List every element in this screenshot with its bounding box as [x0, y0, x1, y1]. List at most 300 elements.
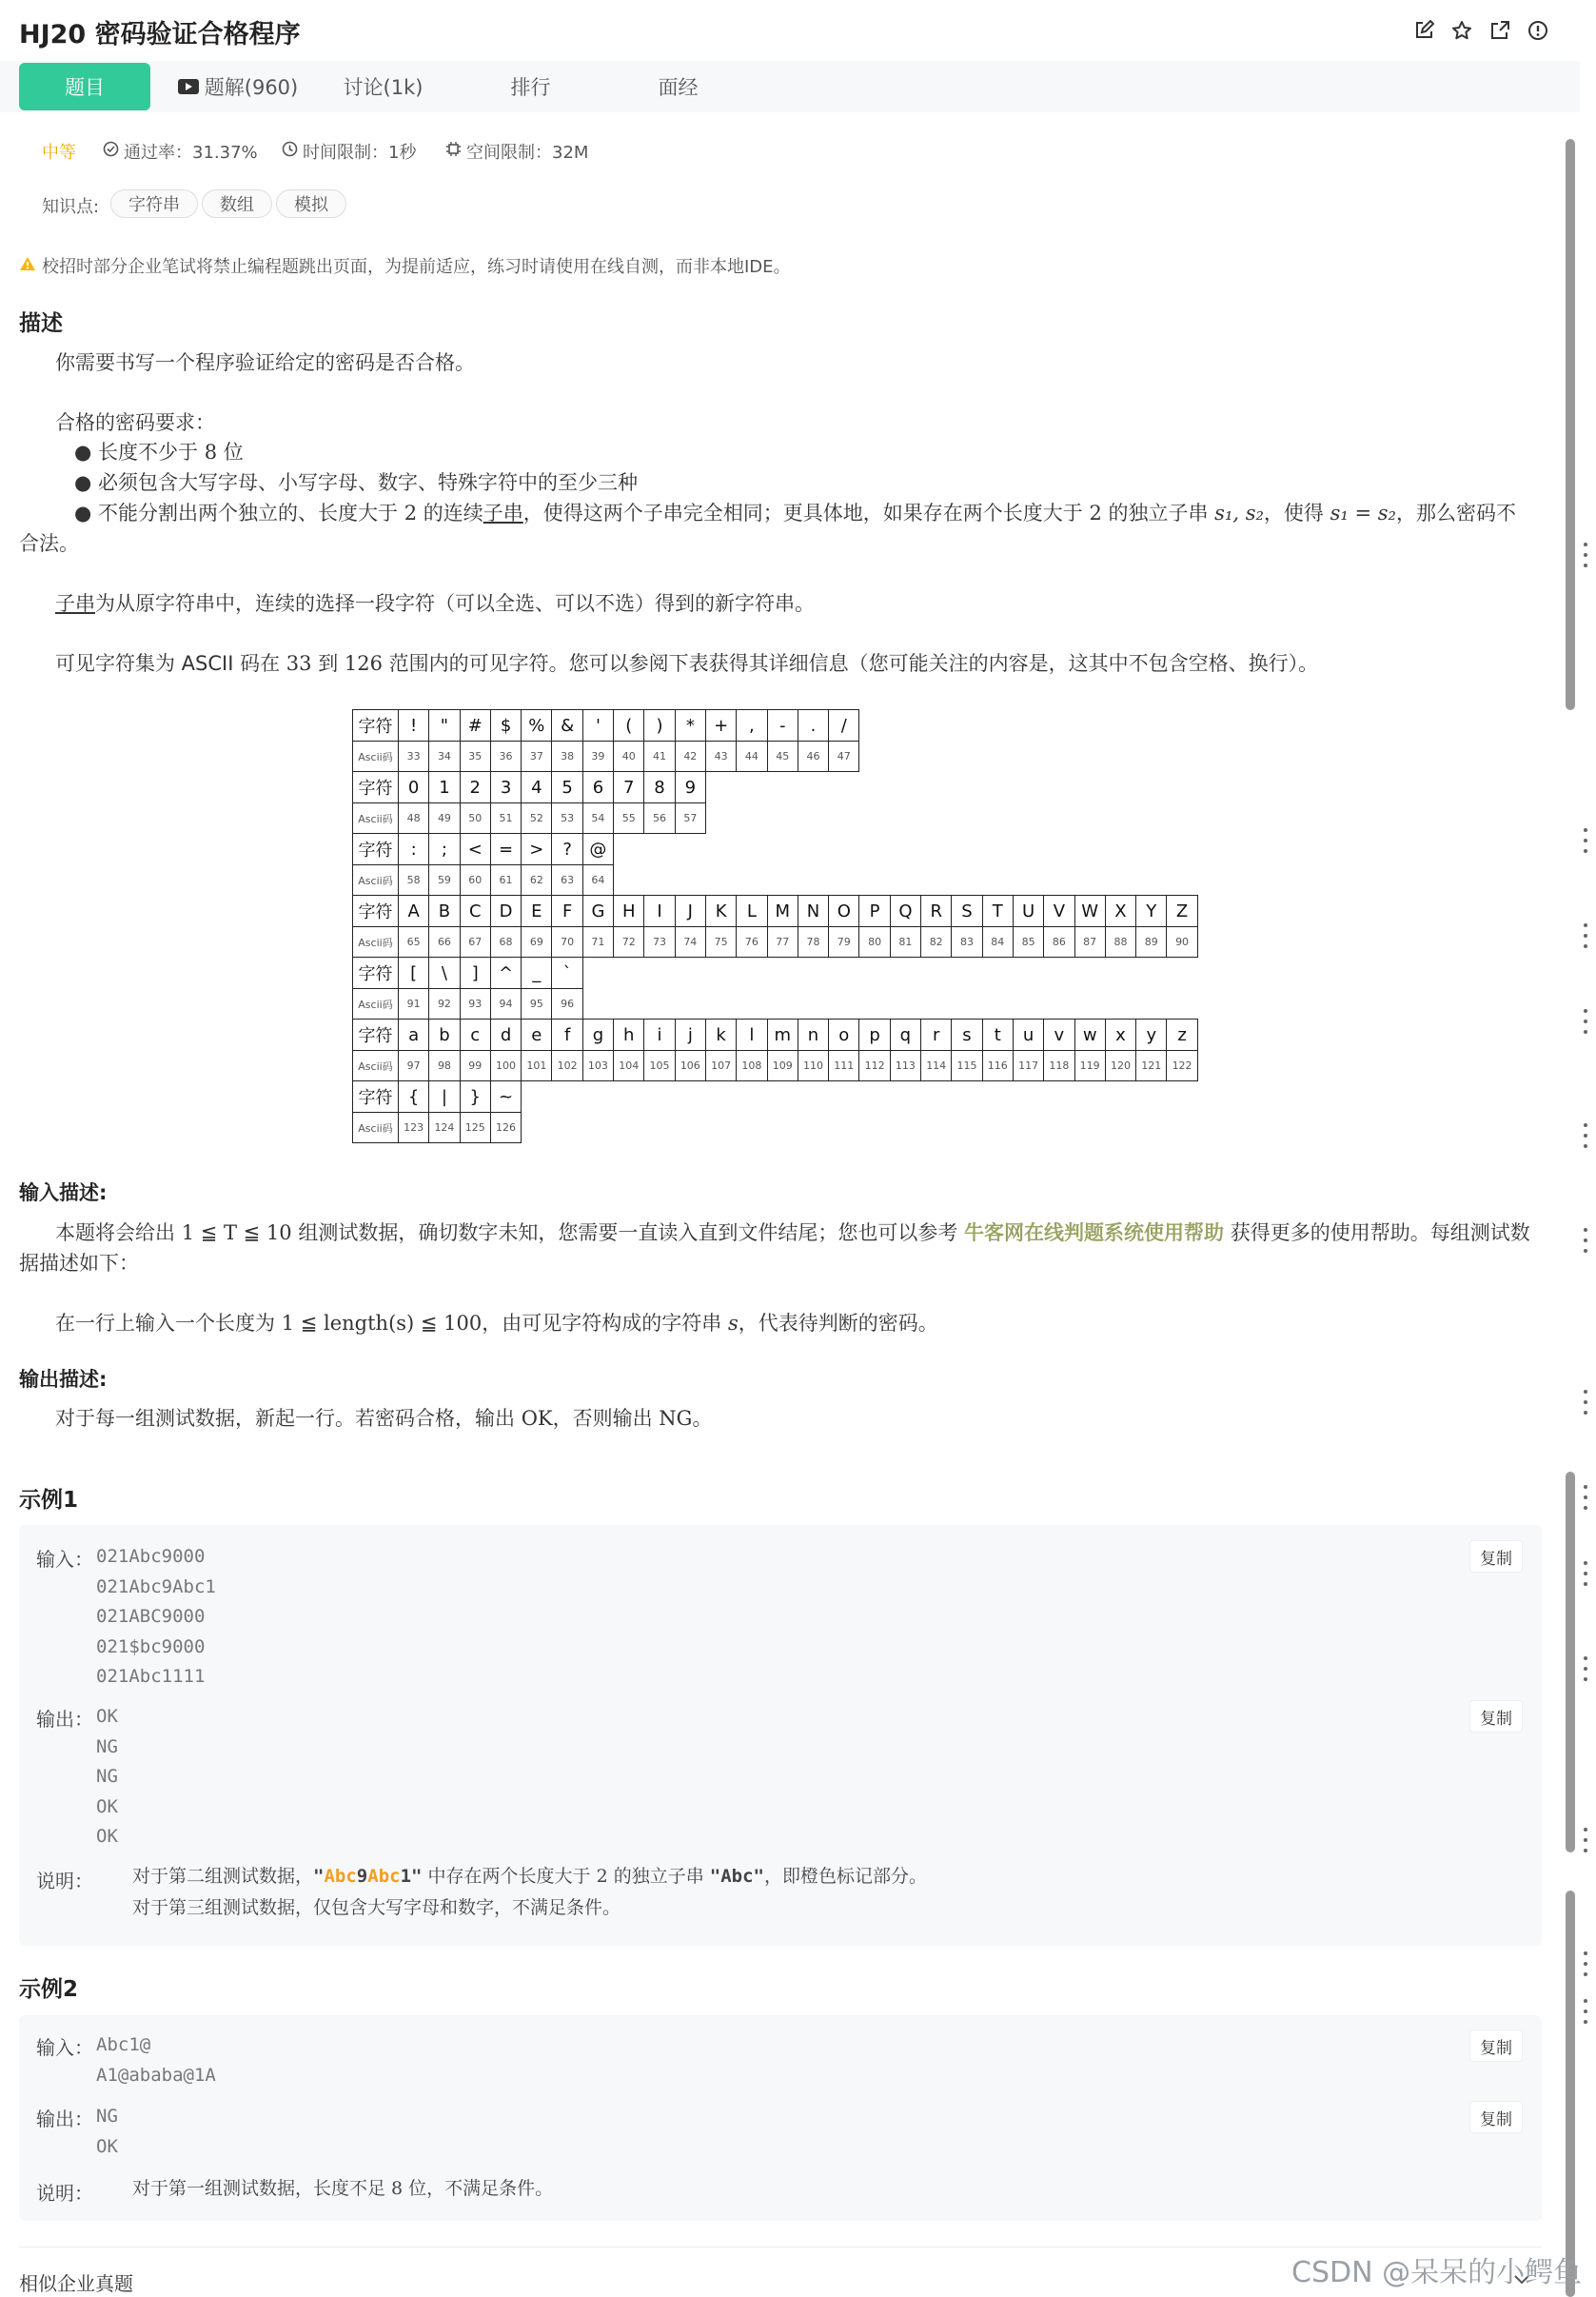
drag-handle-icon[interactable] [1582, 1656, 1589, 1681]
ascii-char: $ [490, 710, 521, 742]
text: ，使得这两个子串完全相同；更具体地，如果存在两个长度大于 [522, 502, 1090, 525]
ascii-code: 42 [675, 742, 705, 772]
empty-cell [859, 958, 890, 989]
ascii-code: 39 [582, 742, 613, 772]
drag-handle-icon[interactable] [1582, 1123, 1589, 1148]
ascii-char: d [490, 1020, 521, 1051]
ascii-char-row [353, 1081, 1198, 1113]
empty-cell [644, 865, 675, 896]
warning-icon [19, 256, 36, 276]
drag-handle-icon[interactable] [1582, 1999, 1589, 2024]
empty-cell [890, 1081, 920, 1113]
requirement-3: ● 不能分割出两个独立的、长度大于 2 的连续子串，使得这两个子串完全相同；更具体地，如果存在两个长度大于 2 的独立子串 s₁, s₂，使得 s₁ = s₂，那么密码不 [74, 502, 1516, 525]
ascii-char: P [859, 896, 890, 927]
text: 对于第一组测试数据，长度不足 [132, 2178, 392, 2199]
ascii-code: 103 [582, 1051, 613, 1081]
ascii-code: 106 [675, 1051, 705, 1081]
ascii-code: 82 [921, 927, 952, 958]
ascii-code: 107 [705, 1051, 736, 1081]
empty-cell [859, 742, 890, 772]
empty-cell [829, 989, 859, 1020]
ascii-code-row [353, 1051, 1198, 1081]
text: 位，不满足条件。 [403, 2178, 554, 2199]
empty-cell [1044, 742, 1074, 772]
empty-cell [859, 1113, 890, 1143]
empty-cell [1105, 865, 1135, 896]
ascii-char: _ [522, 958, 552, 989]
tab-discussion[interactable]: 讨论(1k) [343, 76, 424, 99]
empty-cell [1136, 1113, 1167, 1143]
time-limit-text: 时间限制：1秒 [303, 143, 417, 163]
empty-cell [798, 772, 828, 803]
ascii-code: 56 [644, 803, 675, 834]
empty-cell [675, 1113, 705, 1143]
copy-button[interactable]: 复制 [1469, 1700, 1523, 1733]
example-2-input-label: 输入： [36, 2036, 93, 2059]
ascii-char: L [737, 896, 767, 927]
video-icon [178, 79, 199, 94]
empty-cell [1105, 772, 1135, 803]
empty-cell [614, 989, 644, 1020]
drag-handle-icon[interactable] [1582, 1009, 1589, 1034]
copy-button[interactable]: 复制 [1469, 1540, 1523, 1573]
empty-cell [921, 803, 952, 834]
input-desc-line1 [55, 1218, 1530, 1248]
ascii-char: O [829, 896, 859, 927]
empty-cell [921, 989, 952, 1020]
tab-problem[interactable]: 题目 [19, 63, 150, 110]
char-label: 字符 [353, 772, 399, 803]
empty-cell [798, 958, 828, 989]
empty-cell [859, 710, 890, 742]
empty-cell [982, 1081, 1013, 1113]
drag-handle-icon[interactable] [1582, 1228, 1589, 1253]
empty-cell [921, 742, 952, 772]
example-1-input-label: 输入： [36, 1548, 93, 1571]
text: 在一行上输入一个长度为 [55, 1312, 282, 1335]
empty-cell [890, 958, 920, 989]
drag-handle-icon[interactable] [1582, 1390, 1589, 1415]
empty-cell [767, 834, 798, 865]
ascii-char: [ [399, 958, 429, 989]
empty-cell [1167, 772, 1197, 803]
ascii-char: % [522, 710, 552, 742]
ascii-char: r [921, 1020, 952, 1051]
ascii-char-row [353, 1020, 1198, 1051]
empty-cell [890, 742, 920, 772]
ascii-char: T [982, 896, 1013, 927]
ascii-char: ` [552, 958, 582, 989]
tab-solutions[interactable] [171, 63, 305, 110]
example-2-note-label: 说明： [36, 2182, 93, 2205]
empty-cell [1044, 710, 1074, 742]
ascii-code: 68 [490, 927, 521, 958]
info-icon[interactable] [1525, 17, 1551, 44]
ascii-char: z [1167, 1020, 1197, 1051]
scrollbar-thumb[interactable] [1566, 1472, 1575, 1852]
empty-cell [1105, 742, 1135, 772]
tag-simulation[interactable]: 模拟 [276, 189, 346, 218]
clock-icon [282, 141, 298, 162]
empty-cell [798, 803, 828, 834]
ascii-code: 119 [1074, 1051, 1105, 1081]
warning-text: 校招时部分企业笔试将禁止编程题跳出页面，为提前适应，练习时请使用在线自测，而非本地IDE。 [42, 257, 791, 277]
ascii-code: 77 [767, 927, 798, 958]
ascii-code: 54 [582, 803, 613, 834]
empty-cell [982, 772, 1013, 803]
empty-cell [982, 958, 1013, 989]
empty-cell [705, 989, 736, 1020]
ascii-char: w [1074, 1020, 1105, 1051]
watermark: CSDN @呆呆的小鳄鱼 [1291, 2256, 1583, 2289]
empty-cell [859, 989, 890, 1020]
empty-cell [829, 865, 859, 896]
ascii-char: V [1044, 896, 1074, 927]
empty-cell [1013, 989, 1043, 1020]
empty-cell [1074, 803, 1105, 834]
ascii-char: G [582, 896, 613, 927]
example-2-heading: 示例2 [19, 1977, 79, 2002]
requirement-1: ● 长度不少于 8 位 [74, 441, 244, 464]
ascii-char: B [429, 896, 460, 927]
similar-questions-link[interactable]: 相似企业真题 [19, 2272, 133, 2295]
ascii-char: 6 [582, 772, 613, 803]
ascii-char: " [429, 710, 460, 742]
scrollbar-thumb[interactable] [1566, 1891, 1575, 2297]
ascii-char: s [952, 1020, 982, 1051]
empty-cell [1167, 958, 1197, 989]
empty-cell [767, 803, 798, 834]
ascii-char: Y [1136, 896, 1167, 927]
empty-cell [1013, 958, 1043, 989]
ascii-code: 67 [460, 927, 490, 958]
empty-cell [1136, 1081, 1167, 1113]
empty-cell [1105, 834, 1135, 865]
ascii-code: 121 [1136, 1051, 1167, 1081]
ascii-code-row [353, 1113, 1198, 1143]
empty-cell [798, 1081, 828, 1113]
empty-cell [675, 989, 705, 1020]
ascii-char: 7 [614, 772, 644, 803]
empty-cell [829, 958, 859, 989]
code-label: Ascii码 [353, 927, 399, 958]
ascii-code: 75 [705, 927, 736, 958]
ascii-code: 100 [490, 1051, 521, 1081]
ascii-char: x [1105, 1020, 1135, 1051]
visible-chars-note [55, 648, 1318, 679]
ascii-char: 4 [522, 772, 552, 803]
empty-cell [829, 772, 859, 803]
ascii-code: 88 [1105, 927, 1135, 958]
ascii-char: f [552, 1020, 582, 1051]
ascii-code: 102 [552, 1051, 582, 1081]
empty-cell [675, 1081, 705, 1113]
ascii-code: 117 [1013, 1051, 1043, 1081]
char-label: 字符 [353, 896, 399, 927]
ascii-char-row [353, 958, 1198, 989]
ascii-char: j [675, 1020, 705, 1051]
ascii-code: 84 [982, 927, 1013, 958]
empty-cell [921, 772, 952, 803]
empty-cell [890, 834, 920, 865]
ascii-char: K [705, 896, 736, 927]
empty-cell [1136, 865, 1167, 896]
ascii-char: S [952, 896, 982, 927]
drag-handle-icon[interactable] [1582, 1561, 1589, 1586]
empty-cell [1044, 989, 1074, 1020]
text: ，即橙色标记部分。 [763, 1866, 927, 1887]
ascii-char: W [1074, 896, 1105, 927]
ascii-code: 50 [460, 803, 490, 834]
ascii-char: R [921, 896, 952, 927]
ascii-char: m [767, 1020, 798, 1051]
empty-cell [522, 1081, 552, 1113]
ascii-code: 48 [399, 803, 429, 834]
empty-cell [1167, 710, 1197, 742]
ascii-char: n [798, 1020, 828, 1051]
empty-cell [1074, 772, 1105, 803]
empty-cell [1167, 803, 1197, 834]
ascii-char-row [353, 710, 1198, 742]
quote: " [313, 1866, 325, 1887]
empty-cell [675, 834, 705, 865]
scrollbar-thumb[interactable] [1566, 139, 1575, 710]
ascii-code: 59 [429, 865, 460, 896]
tag-string[interactable]: 字符串 [110, 189, 198, 218]
ascii-char: a [399, 1020, 429, 1051]
share-icon[interactable] [1487, 17, 1513, 44]
ascii-code: 61 [490, 865, 521, 896]
input-desc-heading: 输入描述: [19, 1181, 108, 1204]
ascii-code: 124 [429, 1113, 460, 1143]
empty-cell [982, 803, 1013, 834]
empty-cell [982, 710, 1013, 742]
ascii-char: > [522, 834, 552, 865]
ascii-code: 46 [798, 742, 828, 772]
ascii-char: ] [460, 958, 490, 989]
code-label: Ascii码 [353, 803, 399, 834]
ascii-code: 122 [1167, 1051, 1197, 1081]
math: 33 [286, 652, 312, 675]
empty-cell [982, 834, 1013, 865]
empty-cell [705, 958, 736, 989]
math: 2 [404, 502, 418, 525]
empty-cell [582, 1113, 613, 1143]
empty-cell [890, 865, 920, 896]
tab-ranking[interactable]: 排行 [510, 76, 551, 99]
ascii-char: E [522, 896, 552, 927]
math: 1 ≦ T ≦ 10 [181, 1221, 292, 1244]
drag-handle-icon[interactable] [1582, 543, 1589, 567]
ascii-char: Z [1167, 896, 1197, 927]
star-icon[interactable] [1448, 17, 1475, 44]
empty-cell [1167, 1113, 1197, 1143]
empty-cell [952, 742, 982, 772]
text: 范围内的可见字符。您可以参阅下表获得其详细信息（您可能关注的内容是，这其中不包含空格、换行）。 [382, 652, 1319, 675]
ascii-code: 104 [614, 1051, 644, 1081]
ascii-char: ; [429, 834, 460, 865]
ascii-code-row [353, 989, 1198, 1020]
ascii-code: 113 [890, 1051, 920, 1081]
example-2-box [19, 2015, 1542, 2221]
ascii-code: 105 [644, 1051, 675, 1081]
empty-cell [1136, 989, 1167, 1020]
example-1-input: 021Abc9000 021Abc9Abc1 021ABC9000 021$bc9000 021Abc1111 [96, 1546, 216, 1687]
ascii-char: t [982, 1020, 1013, 1051]
empty-cell [614, 834, 644, 865]
empty-cell [614, 865, 644, 896]
ascii-char: N [798, 896, 828, 927]
text: 的独立子串 [1101, 502, 1215, 525]
ascii-code: 63 [552, 865, 582, 896]
empty-cell [1105, 710, 1135, 742]
ascii-char: Q [890, 896, 920, 927]
ascii-char: ( [614, 710, 644, 742]
empty-cell [798, 1113, 828, 1143]
substring-link[interactable]: 子串 [483, 502, 523, 525]
tag-array[interactable]: 数组 [202, 189, 272, 218]
ascii-char: F [552, 896, 582, 927]
ascii-code: 53 [552, 803, 582, 834]
empty-cell [737, 989, 767, 1020]
pass-rate-text: 通过率：31.37% [124, 143, 258, 163]
ascii-code: 64 [582, 865, 613, 896]
drag-handle-icon[interactable] [1582, 1951, 1589, 1976]
ascii-char: ~ [490, 1081, 521, 1113]
empty-cell [1074, 710, 1105, 742]
drag-handle-icon[interactable] [1582, 1485, 1589, 1510]
ascii-char: g [582, 1020, 613, 1051]
empty-cell [1167, 989, 1197, 1020]
ascii-char: ' [582, 710, 613, 742]
empty-cell [1105, 1113, 1135, 1143]
ascii-code: 87 [1074, 927, 1105, 958]
text: 必须包含大写字母、小写字母、数字、特殊字符中的至少三种 [98, 471, 638, 494]
char-label: 字符 [353, 958, 399, 989]
empty-cell [921, 958, 952, 989]
drag-handle-icon[interactable] [1582, 1828, 1589, 1852]
ascii-code: 118 [1044, 1051, 1074, 1081]
empty-cell [1136, 958, 1167, 989]
substring-definition [55, 588, 815, 619]
ascii-code: 91 [399, 989, 429, 1020]
ascii-char: 8 [644, 772, 675, 803]
ascii-code: 57 [675, 803, 705, 834]
empty-cell [737, 1113, 767, 1143]
math: 8 [391, 2178, 404, 2199]
ascii-code: 80 [859, 927, 890, 958]
empty-cell [982, 742, 1013, 772]
empty-cell [829, 834, 859, 865]
tab-interview[interactable]: 面经 [658, 76, 699, 99]
ascii-char: ? [552, 834, 582, 865]
ascii-code: 47 [829, 742, 859, 772]
drag-handle-icon[interactable] [1582, 923, 1589, 948]
empty-cell [1013, 772, 1043, 803]
text: 组测试数据，确切数字未知，您需要一直读入直到文件结尾；您也可以参考 [291, 1221, 965, 1244]
empty-cell [952, 834, 982, 865]
empty-cell [1136, 772, 1167, 803]
ascii-char: 5 [552, 772, 582, 803]
empty-cell [767, 958, 798, 989]
ascii-code-row [353, 865, 1198, 896]
empty-cell [1167, 865, 1197, 896]
quote: " [411, 1866, 423, 1887]
scrollbar[interactable] [1566, 139, 1575, 2297]
math: NG [659, 1407, 693, 1430]
ascii-code: 78 [798, 927, 828, 958]
tab-solutions-label: 题解(960) [204, 76, 299, 99]
empty-cell [1136, 803, 1167, 834]
ascii-code: 58 [399, 865, 429, 896]
ascii-char: A [399, 896, 429, 927]
example-1-box [19, 1525, 1542, 1946]
help-link[interactable]: 牛客网在线判题系统使用帮助 [964, 1221, 1225, 1244]
ascii-code: 34 [429, 742, 460, 772]
empty-cell [1074, 958, 1105, 989]
edit-icon[interactable] [1410, 17, 1437, 44]
text: 长度不少于 [98, 441, 205, 464]
ascii-code: 93 [460, 989, 490, 1020]
text: 获得更多的使用帮助。每组测试数 [1224, 1221, 1530, 1244]
empty-cell [798, 989, 828, 1020]
code: 9 [356, 1866, 368, 1887]
empty-cell [1013, 803, 1043, 834]
ascii-code: 109 [767, 1051, 798, 1081]
ascii-char: o [829, 1020, 859, 1051]
empty-cell [582, 958, 613, 989]
empty-cell [1044, 865, 1074, 896]
empty-cell [829, 1081, 859, 1113]
empty-cell [1167, 1081, 1197, 1113]
empty-cell [705, 772, 736, 803]
example-1-output: OK NG NG OK OK [96, 1706, 118, 1847]
ascii-code: 62 [522, 865, 552, 896]
empty-cell [859, 834, 890, 865]
empty-cell [705, 1113, 736, 1143]
text: 的连续 [417, 502, 483, 525]
ascii-char: ^ [490, 958, 521, 989]
math: OK [521, 1407, 553, 1430]
math: 1 ≦ length(s) ≦ 100 [281, 1312, 483, 1335]
empty-cell [921, 1113, 952, 1143]
ascii-code: 52 [522, 803, 552, 834]
ascii-code: 41 [644, 742, 675, 772]
empty-cell [952, 865, 982, 896]
knowledge-label: 知识点: [42, 197, 100, 217]
ascii-code-row [353, 803, 1198, 834]
empty-cell [952, 1081, 982, 1113]
example-1-note-line1 [132, 1861, 927, 1892]
code: 1 [400, 1866, 412, 1887]
empty-cell [859, 1081, 890, 1113]
example-1-note-line2: 对于第三组测试数据，仅包含大写字母和数字，不满足条件。 [132, 1897, 621, 1918]
ascii-char: @ [582, 834, 613, 865]
empty-cell [675, 865, 705, 896]
ascii-code: 110 [798, 1051, 828, 1081]
copy-button[interactable]: 复制 [1469, 2030, 1523, 2062]
pass-rate [103, 137, 258, 166]
code-label: Ascii码 [353, 865, 399, 896]
empty-cell [921, 1081, 952, 1113]
ascii-char: X [1105, 896, 1135, 927]
copy-button[interactable]: 复制 [1469, 2101, 1523, 2133]
example-2-output: NG OK [96, 2106, 118, 2157]
math: 2 [1089, 502, 1102, 525]
drag-handle-icon[interactable] [1582, 828, 1589, 853]
ascii-code: 99 [460, 1051, 490, 1081]
empty-cell [644, 1081, 675, 1113]
